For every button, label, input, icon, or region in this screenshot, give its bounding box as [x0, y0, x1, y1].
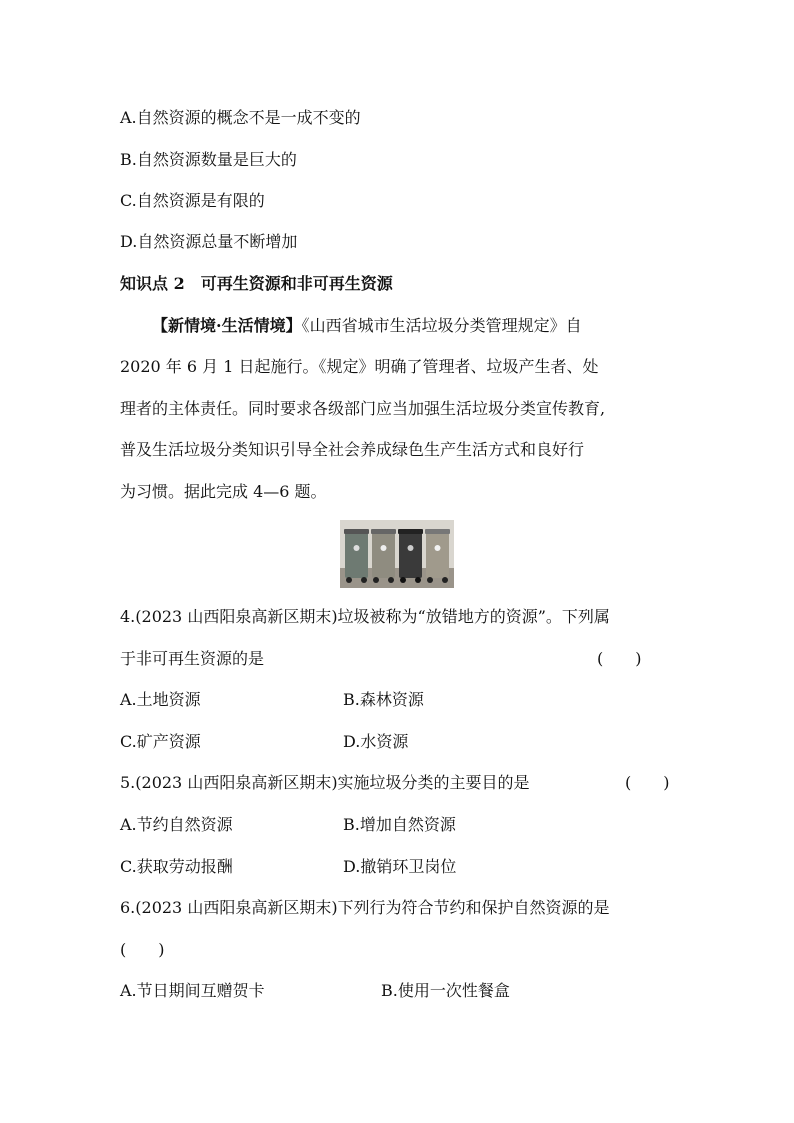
- scenario-line-2: 2020 年 6 月 1 日起施行。《规定》明确了管理者、垃圾产生者、处: [120, 357, 599, 376]
- q4-stem-line-1: 4.(2023 山西阳泉高新区期末)垃圾被称为“放错地方的资源”。下列属: [120, 607, 610, 626]
- q4-option-d: D.水资源: [343, 732, 409, 751]
- q4-option-a: A.土地资源: [120, 690, 201, 709]
- bin-4: [425, 529, 450, 583]
- q4-answer-paren: ( ): [597, 649, 642, 668]
- option-q3-d: D.自然资源总量不断增加: [120, 232, 298, 251]
- q5-option-d: D.撤销环卫岗位: [343, 857, 457, 876]
- q5-option-a: A.节约自然资源: [120, 815, 233, 834]
- q6-stem: 6.(2023 山西阳泉高新区期末)下列行为符合节约和保护自然资源的是: [120, 898, 610, 917]
- scenario-line-1: [152, 316, 582, 336]
- bin-1: [344, 529, 369, 583]
- q4-stem-line-2: 于非可再生资源的是: [120, 649, 265, 668]
- scenario-line-3: 理者的主体责任。同时要求各级部门应当加强生活垃圾分类宣传教育,: [120, 399, 606, 418]
- bin-3: [398, 529, 423, 583]
- q5-stem: 5.(2023 山西阳泉高新区期末)实施垃圾分类的主要目的是: [120, 773, 530, 792]
- garbage-bins-photo: [340, 520, 454, 588]
- scenario-line-4: 普及生活垃圾分类知识引导全社会养成绿色生产生活方式和良好行: [120, 440, 585, 459]
- q6-option-a: A.节日期间互赠贺卡: [120, 981, 265, 1000]
- scenario-line-1-text: 《山西省城市生活垃圾分类管理规定》自: [301, 316, 582, 335]
- option-q3-c: C.自然资源是有限的: [120, 191, 265, 210]
- q6-option-b: B.使用一次性餐盒: [381, 981, 510, 1000]
- scenario-tag: 【新情境·生活情境】: [152, 316, 302, 335]
- q5-option-c: C.获取劳动报酬: [120, 857, 233, 876]
- q4-option-c: C.矿产资源: [120, 732, 201, 751]
- bin-2: [371, 529, 396, 583]
- scenario-line-5: 为习惯。据此完成 4—6 题。: [120, 482, 327, 501]
- q5-answer-paren: ( ): [625, 773, 670, 792]
- q5-option-b: B.增加自然资源: [343, 815, 456, 834]
- option-q3-b: B.自然资源数量是巨大的: [120, 150, 297, 169]
- q4-option-b: B.森林资源: [343, 690, 424, 709]
- option-q3-a: A.自然资源的概念不是一成不变的: [120, 108, 361, 127]
- q6-answer-paren: ( ): [120, 940, 165, 959]
- section-heading: 知识点 2 可再生资源和非可再生资源: [120, 274, 393, 293]
